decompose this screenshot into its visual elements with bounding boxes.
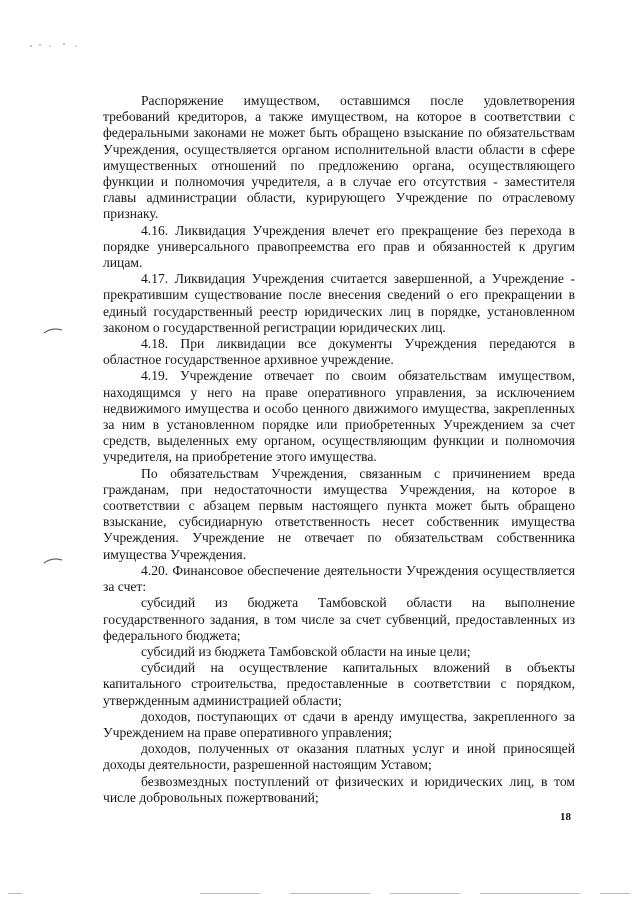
scan-edge-dash: [480, 893, 580, 894]
paragraph-4-17: 4.17. Ликвидация Учреждения считается завершенной, а Учреждение - прекратившим существование после внесения сведений о его прекращении в единый государственный реестр юридических лиц в порядке, установленном законом о государственной регистрации юридических лиц.: [103, 271, 575, 335]
scan-speck-top-left: [28, 40, 84, 50]
list-item-paid-services-income: доходов, полученных от оказания платных услуг и иной приносящей доходы деятельности, разрешенной настоящим Уставом;: [103, 741, 575, 773]
list-item-capital-subsidies: субсидий на осуществление капитальных вложений в объекты капитального строительства, предоставленные в соответствии с порядком, утвержденным администрацией области;: [103, 660, 575, 708]
list-item-state-task-subsidies: субсидий из бюджета Тамбовской области на выполнение государственного задания, в том числе за счет субвенций, предоставленных из федерального бюджета;: [103, 595, 575, 643]
list-item-donations: безвозмездных поступлений от физических и юридических лиц, в том числе добровольных пожертвований;: [103, 773, 575, 805]
scan-edge-dash: [8, 893, 22, 894]
paragraph-4-18: 4.18. При ликвидации все документы Учреждения передаются в областное государственное архивное учреждение.: [103, 336, 575, 368]
scan-edge-dash: [200, 893, 260, 894]
paragraph-disposal-of-property: Распоряжение имуществом, оставшимся после удовлетворения требований кредиторов, а также имуществом, на которое в соответствии с федеральными законами не может быть обращено взыскание по обязательствам Учреждения, осуществляется органом исполнительной власти области в сфере имущественных отношений по предложению органа, осуществляющего функции и полномочия учредителя, а в случае его отсутствия - заместителя главы администрации области, курирующего Учреждение по отраслевому признаку.: [103, 93, 575, 222]
punch-hole-mark-upper: [42, 326, 64, 336]
list-item-other-subsidies: субсидий из бюджета Тамбовской области на иные цели;: [141, 643, 471, 659]
body-text: [103, 93, 575, 806]
punch-hole-mark-lower: [42, 556, 64, 566]
page-number: 18: [560, 811, 571, 823]
scan-edge-dash: [290, 893, 370, 894]
paragraph-4-19: 4.19. Учреждение отвечает по своим обязательствам имуществом, находящимся у него на праве оперативного управления, за исключением недвижимого имущества и особо ценного движимого имущества, закрепленных за ним в установленном порядке или приобретенных Учреждением за счет средств, выделенных ему органом, осуществляющим функции и полномочия учредителя, на приобретение этого имущества.: [103, 368, 575, 465]
scan-edge-dash: [390, 893, 460, 894]
paragraph-damage-liability: По обязательствам Учреждения, связанным с причинением вреда гражданам, при недостаточности имущества Учреждения, на которое в соответствии с абзацем первым настоящего пункта может быть обращено взыскание, субсидиарную ответственность несет собственник имущества Учреждения. Учреждение не отвечает по обязательствам собственника имущества Учреждения.: [103, 465, 575, 562]
paragraph-4-16: 4.16. Ликвидация Учреждения влечет его прекращение без перехода в порядке универсального правопреемства его прав и обязанностей к другим лицам.: [103, 222, 575, 271]
list-item-rent-income: доходов, поступающих от сдачи в аренду имущества, закрепленного за Учреждением на праве оперативного управления;: [103, 708, 575, 740]
scan-edge-dash: [600, 893, 630, 894]
paragraph-4-20: 4.20. Финансовое обеспечение деятельности Учреждения осуществляется за счет:: [103, 562, 575, 595]
